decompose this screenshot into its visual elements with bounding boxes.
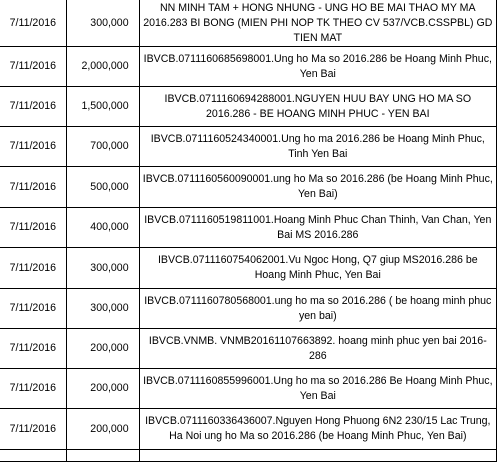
amount-cell: 1,500,000 <box>66 87 139 127</box>
amount-cell: 400,000 <box>66 208 139 248</box>
description-cell: IBVCB.VNMB. VNMB20161107663892. hoang minh phuc yen bai 2016-286 <box>139 329 496 369</box>
description-cell: IBVCB.0711160685698001.Ung ho Ma so 2016.286 be Hoang Minh Phuc, Yen Bai <box>139 47 496 87</box>
amount-cell: 300,000 <box>66 289 139 329</box>
amount-cell: 200,000 <box>66 409 139 450</box>
description-cell: IBVCB.0711160519811001.Hoang Minh Phuc Chan Thinh, Van Chan, Yen Bai MS 2016.286 <box>139 208 496 248</box>
date-cell: 7/11/2016 <box>0 409 66 450</box>
description-cell: IBVCB.0711160780568001.ung ho ma so 2016.286 ( be hoang minh phuc yen bai) <box>139 289 496 329</box>
amount-cell: 300,000 <box>66 248 139 289</box>
table-row <box>0 329 497 369</box>
table-row <box>0 289 497 329</box>
table-row <box>0 248 497 289</box>
table-row <box>0 167 497 208</box>
amount-cell: 300,000 <box>66 0 139 47</box>
description-cell <box>139 450 496 462</box>
description-cell: NN MINH TAM + HONG NHUNG - UNG HO BE MAI THAO MY MA 2016.283 BI BONG (MIEN PHI NOP TK THEO CV 537/VCB.CSSPBL) GD TIEN MAT <box>139 0 496 47</box>
table-row <box>0 47 497 87</box>
date-cell: 7/11/2016 <box>0 208 66 248</box>
date-cell <box>0 450 66 462</box>
amount-cell: 2,000,000 <box>66 47 139 87</box>
table-row <box>0 87 497 127</box>
amount-cell: 200,000 <box>66 369 139 409</box>
date-cell: 7/11/2016 <box>0 0 66 47</box>
table-row <box>0 127 497 167</box>
date-cell: 7/11/2016 <box>0 248 66 289</box>
description-cell: IBVCB.0711160694288001.NGUYEN HUU BAY UNG HO MA SO 2016.286 - BE HOANG MINH PHUC - YEN BAI <box>139 87 496 127</box>
table-row <box>0 369 497 409</box>
description-cell: IBVCB.0711160336436007.Nguyen Hong Phuong 6N2 230/15 Lac Trung, Ha Noi ung ho Ma so 2016.286 (be Hoang Minh Phuc, Yen Bai) <box>139 409 496 450</box>
date-cell: 7/11/2016 <box>0 329 66 369</box>
description-cell: IBVCB.0711160524340001.Ung ho ma 2016.286 be Hoang Minh Phuc, Tinh Yen Bai <box>139 127 496 167</box>
table-row <box>0 0 497 47</box>
description-cell: IBVCB.0711160560090001.ung ho Ma so 2016.286 (be Hoang Minh Phuc, Yen Bai) <box>139 167 496 208</box>
date-cell: 7/11/2016 <box>0 47 66 87</box>
date-cell: 7/11/2016 <box>0 167 66 208</box>
table-row <box>0 450 497 462</box>
date-cell: 7/11/2016 <box>0 87 66 127</box>
amount-cell: 200,000 <box>66 329 139 369</box>
description-cell: IBVCB.0711160855996001.Ung ho ma so 2016.286 Be Hoang Minh Phuc, Yen Bai <box>139 369 496 409</box>
table-row <box>0 409 497 450</box>
date-cell: 7/11/2016 <box>0 369 66 409</box>
table-row <box>0 208 497 248</box>
amount-cell <box>66 450 139 462</box>
date-cell: 7/11/2016 <box>0 127 66 167</box>
amount-cell: 500,000 <box>66 167 139 208</box>
description-cell: IBVCB.0711160754062001.Vu Ngoc Hong, Q7 giup MS2016.286 be Hoang Minh Phuc, Yen Bai <box>139 248 496 289</box>
amount-cell: 700,000 <box>66 127 139 167</box>
date-cell: 7/11/2016 <box>0 289 66 329</box>
